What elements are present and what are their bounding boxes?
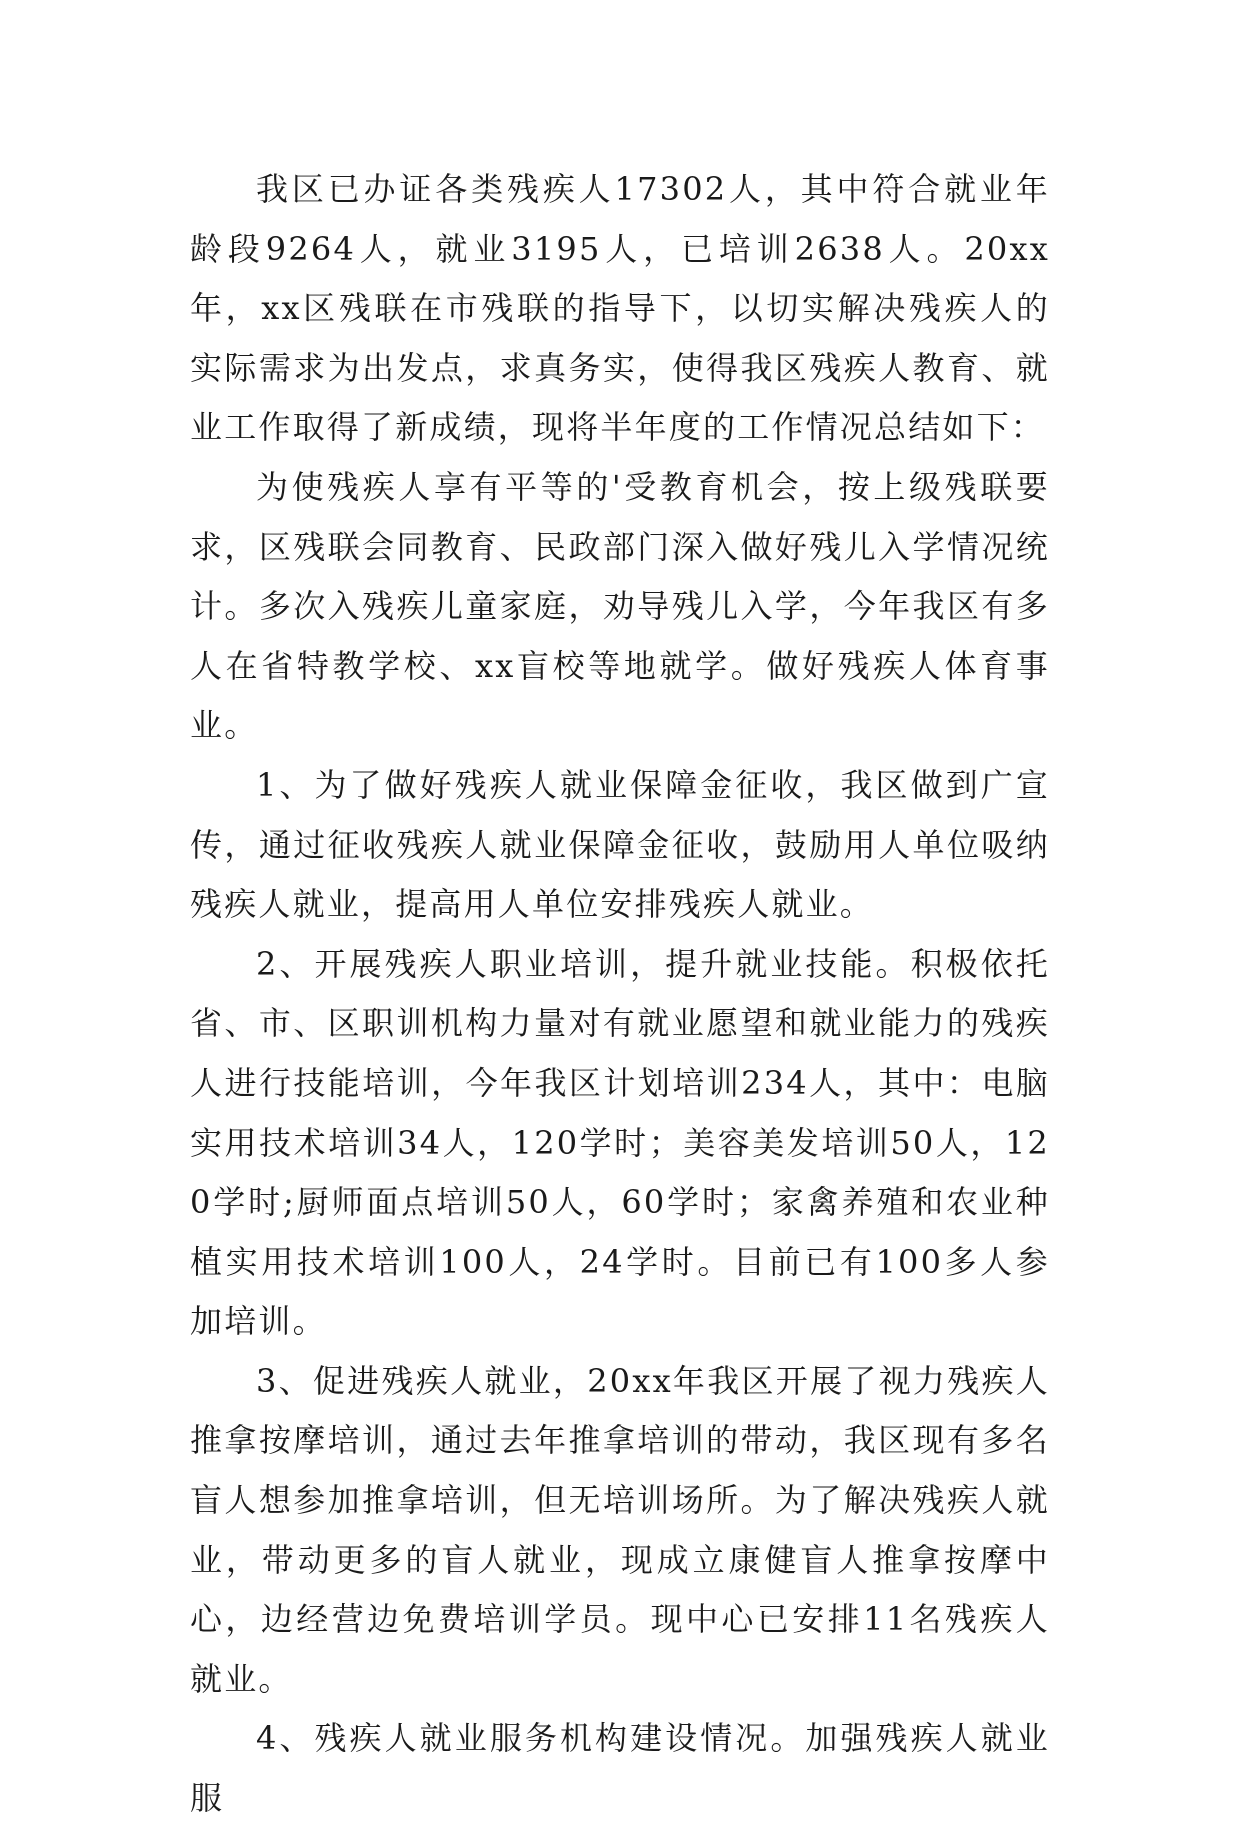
document-body xyxy=(190,160,1050,1829)
paragraph-item-3: 3、促进残疾人就业，20xx年我区开展了视力残疾人推拿按摩培训，通过去年推拿培训的带动，我区现有多名盲人想参加推拿培训，但无培训场所。为了解决残疾人就业，带动更多的盲人就业，现成立康健盲人推拿按摩中心，边经营边免费培训学员。现中心已安排11名残疾人就业。 xyxy=(190,1361,1050,1698)
paragraph-item-1: 1、为了做好残疾人就业保障金征收，我区做到广宣传，通过征收残疾人就业保障金征收，鼓励用人单位吸纳残疾人就业，提高用人单位安排残疾人就业。 xyxy=(190,765,1050,924)
paragraph-item-4: 4、残疾人就业服务机构建设情况。加强残疾人就业服 xyxy=(190,1719,1050,1818)
paragraph-intro: 我区已办证各类残疾人17302人，其中符合就业年龄段9264人，就业3195人，已培训2638人。20xx年，xx区残联在市残联的指导下，以切实解决残疾人的实际需求为出发点，求真务实，使得我区残疾人教育、就业工作取得了新成绩，现将半年度的工作情况总结如下： xyxy=(190,170,1050,447)
paragraph-item-2: 2、开展残疾人职业培训，提升就业技能。积极依托省、市、区职训机构力量对有就业愿望和就业能力的残疾人进行技能培训，今年我区计划培训234人，其中：电脑实用技术培训34人，120学时；美容美发培训50人，120学时;厨师面点培训50人，60学时；家禽养殖和农业种植实用技术培训100人，24学时。目前已有100多人参加培训。 xyxy=(190,944,1050,1341)
paragraph-education: 为使残疾人享有平等的'受教育机会，按上级残联要求，区残联会同教育、民政部门深入做好残儿入学情况统计。多次入残疾儿童家庭，劝导残儿入学，今年我区有多人在省特教学校、xx盲校等地就学。做好残疾人体育事业。 xyxy=(190,467,1050,745)
